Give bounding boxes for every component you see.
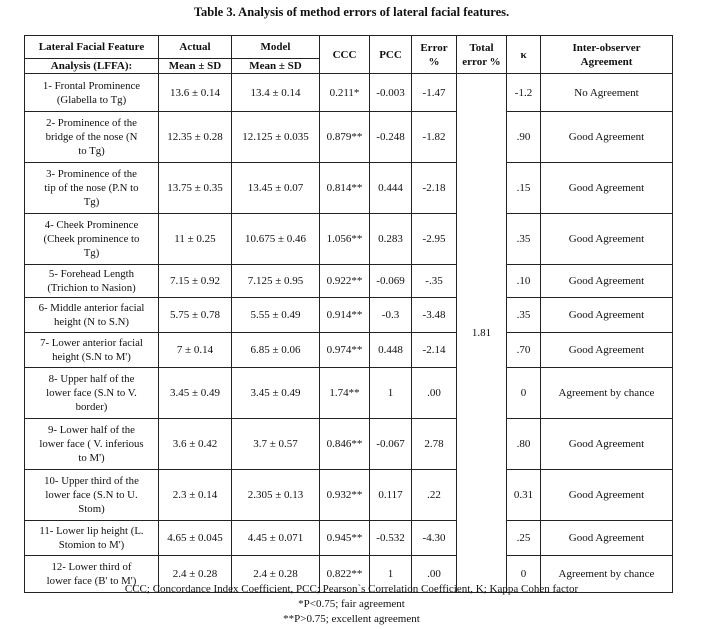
agreement-cell: Good Agreement <box>541 333 673 368</box>
feature-line: 6- Middle anterior facial <box>38 302 145 314</box>
feature-line: height (S.N to M') <box>52 351 131 363</box>
table-body <box>25 74 673 593</box>
table-caption: Table 3. Analysis of method errors of lateral facial features. <box>193 5 510 19</box>
table-row <box>25 333 673 368</box>
note-fair-agreement: *P<0.75; fair agreement <box>298 598 405 610</box>
feature-line: 8- Upper half of the <box>48 373 135 385</box>
model-cell: 3.7 ± 0.57 <box>232 419 320 470</box>
pcc-cell: -0.067 <box>370 419 412 470</box>
header-error <box>412 36 457 74</box>
agreement-cell: Agreement by chance <box>541 368 673 419</box>
kappa-cell: 0 <box>507 368 541 419</box>
header-total-error <box>457 36 507 74</box>
model-cell: 12.125 ± 0.035 <box>232 112 320 163</box>
error-cell: -2.95 <box>412 214 457 265</box>
actual-cell: 3.45 ± 0.49 <box>159 368 232 419</box>
header-pcc: PCC <box>370 36 412 74</box>
feature-line: Tg) <box>83 196 100 208</box>
error-cell: -3.48 <box>412 298 457 333</box>
agreement-cell: Good Agreement <box>541 521 673 556</box>
error-cell: .00 <box>412 368 457 419</box>
kappa-cell: .10 <box>507 265 541 298</box>
feature-line: Tg) <box>83 247 100 259</box>
model-cell: 3.45 ± 0.49 <box>232 368 320 419</box>
model-cell: 13.4 ± 0.14 <box>232 74 320 112</box>
ccc-cell: 1.056** <box>320 214 370 265</box>
agreement-cell: Good Agreement <box>541 214 673 265</box>
actual-cell: 13.6 ± 0.14 <box>159 74 232 112</box>
header-kappa: κ <box>507 36 541 74</box>
model-cell: 7.125 ± 0.95 <box>232 265 320 298</box>
feature-line: lower face ( V. inferious <box>39 438 144 450</box>
feature-cell <box>25 333 159 368</box>
ccc-cell: 0.974** <box>320 333 370 368</box>
header-feature-line2: Analysis (LFFA): <box>25 59 159 74</box>
error-cell: .22 <box>412 470 457 521</box>
actual-cell: 12.35 ± 0.28 <box>159 112 232 163</box>
kappa-cell: -1.2 <box>507 74 541 112</box>
pcc-cell: 1 <box>370 556 412 593</box>
feature-line: 4- Cheek Prominence <box>44 219 139 231</box>
kappa-cell: .15 <box>507 163 541 214</box>
kappa-cell: .80 <box>507 419 541 470</box>
feature-cell <box>25 419 159 470</box>
error-cell: 2.78 <box>412 419 457 470</box>
pcc-cell: 0.448 <box>370 333 412 368</box>
header-ccc: CCC <box>320 36 370 74</box>
table-row <box>25 368 673 419</box>
feature-line: (Glabella to Tg) <box>56 93 127 106</box>
feature-line: lower face (S.N to V. <box>46 387 137 399</box>
model-cell: 5.55 ± 0.49 <box>232 298 320 333</box>
feature-cell <box>25 521 159 556</box>
header-actual-line2: Mean ± SD <box>159 59 232 74</box>
table-notes <box>0 582 703 627</box>
agreement-cell: Good Agreement <box>541 163 673 214</box>
feature-line: to M') <box>78 452 105 464</box>
method-errors-table <box>24 35 673 593</box>
header-error-line2: % <box>428 55 440 68</box>
actual-cell: 4.65 ± 0.045 <box>159 521 232 556</box>
kappa-cell: .25 <box>507 521 541 556</box>
ccc-cell: 1.74** <box>320 368 370 419</box>
feature-cell <box>25 214 159 265</box>
note-abbreviations: CCC; Concordance Index Coefficient, PCC; Pearson`s Correlation Coefficient, K; Kappa Cohen factor <box>124 583 579 595</box>
agreement-cell: Good Agreement <box>541 112 673 163</box>
pcc-cell: -0.003 <box>370 74 412 112</box>
total-error-cell: 1.81 <box>457 74 507 593</box>
feature-line: height (N to S.N) <box>54 316 129 328</box>
feature-line: 9- Lower half of the <box>48 424 135 436</box>
ccc-cell: 0.846** <box>320 419 370 470</box>
header-feature-line1: Lateral Facial Feature <box>25 36 159 59</box>
feature-line: to Tg) <box>78 145 105 157</box>
feature-cell <box>25 470 159 521</box>
ccc-cell: 0.879** <box>320 112 370 163</box>
ccc-cell: 0.914** <box>320 298 370 333</box>
feature-line: Stom) <box>78 503 105 515</box>
feature-line: lower face (S.N to U. <box>45 489 138 501</box>
feature-line: 10- Upper third of the <box>44 475 139 487</box>
header-row-top <box>25 36 673 59</box>
feature-line: tip of the nose (P.N to <box>44 182 139 194</box>
pcc-cell: -0.3 <box>370 298 412 333</box>
header-error-line1: Error <box>420 41 448 54</box>
kappa-cell: 0.31 <box>507 470 541 521</box>
kappa-cell: .90 <box>507 112 541 163</box>
agreement-cell: Good Agreement <box>541 265 673 298</box>
feature-line: 7- Lower anterior facial <box>40 337 143 349</box>
actual-cell: 2.3 ± 0.14 <box>159 470 232 521</box>
feature-line: 2- Prominence of the <box>46 117 137 129</box>
agreement-cell: Good Agreement <box>541 470 673 521</box>
actual-cell: 5.75 ± 0.78 <box>159 298 232 333</box>
table-row <box>25 298 673 333</box>
ccc-cell: 0.211* <box>320 74 370 112</box>
feature-line: 11- Lower lip height (L. <box>39 525 144 537</box>
actual-cell: 11 ± 0.25 <box>159 214 232 265</box>
kappa-cell: .35 <box>507 214 541 265</box>
note-excellent-agreement: **P>0.75; excellent agreement <box>283 613 420 625</box>
ccc-cell: 0.814** <box>320 163 370 214</box>
pcc-cell: 0.283 <box>370 214 412 265</box>
actual-cell: 3.6 ± 0.42 <box>159 419 232 470</box>
header-actual-line1: Actual <box>159 36 232 59</box>
agreement-cell: Good Agreement <box>541 419 673 470</box>
model-cell: 10.675 ± 0.46 <box>232 214 320 265</box>
feature-line: 12- Lower third of <box>51 561 132 573</box>
table-row <box>25 214 673 265</box>
feature-cell <box>25 265 159 298</box>
table-row <box>25 470 673 521</box>
kappa-cell: .35 <box>507 298 541 333</box>
feature-line: 1- Frontal Prominence <box>42 79 141 92</box>
actual-cell: 7.15 ± 0.92 <box>159 265 232 298</box>
error-cell: -2.18 <box>412 163 457 214</box>
error-cell: -4.30 <box>412 521 457 556</box>
agreement-cell: Agreement by chance <box>541 556 673 593</box>
pcc-cell: 0.117 <box>370 470 412 521</box>
feature-cell <box>25 112 159 163</box>
header-total-line2: error % <box>462 55 501 68</box>
pcc-cell: 1 <box>370 368 412 419</box>
error-cell: -2.14 <box>412 333 457 368</box>
header-total-line1: Total <box>469 41 494 54</box>
table-row <box>25 521 673 556</box>
ccc-cell: 0.822** <box>320 556 370 593</box>
error-cell: -1.47 <box>412 74 457 112</box>
model-cell: 6.85 ± 0.06 <box>232 333 320 368</box>
table-row <box>25 163 673 214</box>
feature-cell <box>25 74 159 112</box>
feature-line: border) <box>75 401 108 413</box>
table-row <box>25 112 673 163</box>
error-cell: -1.82 <box>412 112 457 163</box>
feature-line: Stomion to M') <box>58 539 125 551</box>
header-agreement-line1: Inter-observer <box>572 41 641 54</box>
model-cell: 13.45 ± 0.07 <box>232 163 320 214</box>
agreement-cell: No Agreement <box>541 74 673 112</box>
actual-cell: 13.75 ± 0.35 <box>159 163 232 214</box>
feature-cell <box>25 163 159 214</box>
feature-line: (Cheek prominence to <box>43 233 140 245</box>
header-agreement <box>541 36 673 74</box>
agreement-cell: Good Agreement <box>541 298 673 333</box>
feature-line: (Trichion to Nasion) <box>47 282 136 294</box>
kappa-cell: .70 <box>507 333 541 368</box>
ccc-cell: 0.922** <box>320 265 370 298</box>
kappa-cell: 0 <box>507 556 541 593</box>
feature-line: bridge of the nose (N <box>45 131 138 143</box>
pcc-cell: -0.532 <box>370 521 412 556</box>
header-model-line1: Model <box>232 36 320 59</box>
pcc-cell: 0.444 <box>370 163 412 214</box>
feature-cell <box>25 368 159 419</box>
feature-line: 5- Forehead Length <box>48 268 135 280</box>
error-cell: -.35 <box>412 265 457 298</box>
pcc-cell: -0.248 <box>370 112 412 163</box>
feature-line: lower face (B' to M') <box>46 575 137 587</box>
table-row <box>25 419 673 470</box>
feature-cell <box>25 298 159 333</box>
model-cell: 2.4 ± 0.28 <box>232 556 320 593</box>
model-cell: 2.305 ± 0.13 <box>232 470 320 521</box>
ccc-cell: 0.932** <box>320 470 370 521</box>
model-cell: 4.45 ± 0.071 <box>232 521 320 556</box>
actual-cell: 2.4 ± 0.28 <box>159 556 232 593</box>
error-cell: .00 <box>412 556 457 593</box>
pcc-cell: -0.069 <box>370 265 412 298</box>
actual-cell: 7 ± 0.14 <box>159 333 232 368</box>
table-row <box>25 74 673 112</box>
table-row <box>25 265 673 298</box>
ccc-cell: 0.945** <box>320 521 370 556</box>
header-agreement-line2: Agreement <box>580 55 633 68</box>
feature-line: 3- Prominence of the <box>46 168 137 180</box>
header-model-line2: Mean ± SD <box>232 59 320 74</box>
